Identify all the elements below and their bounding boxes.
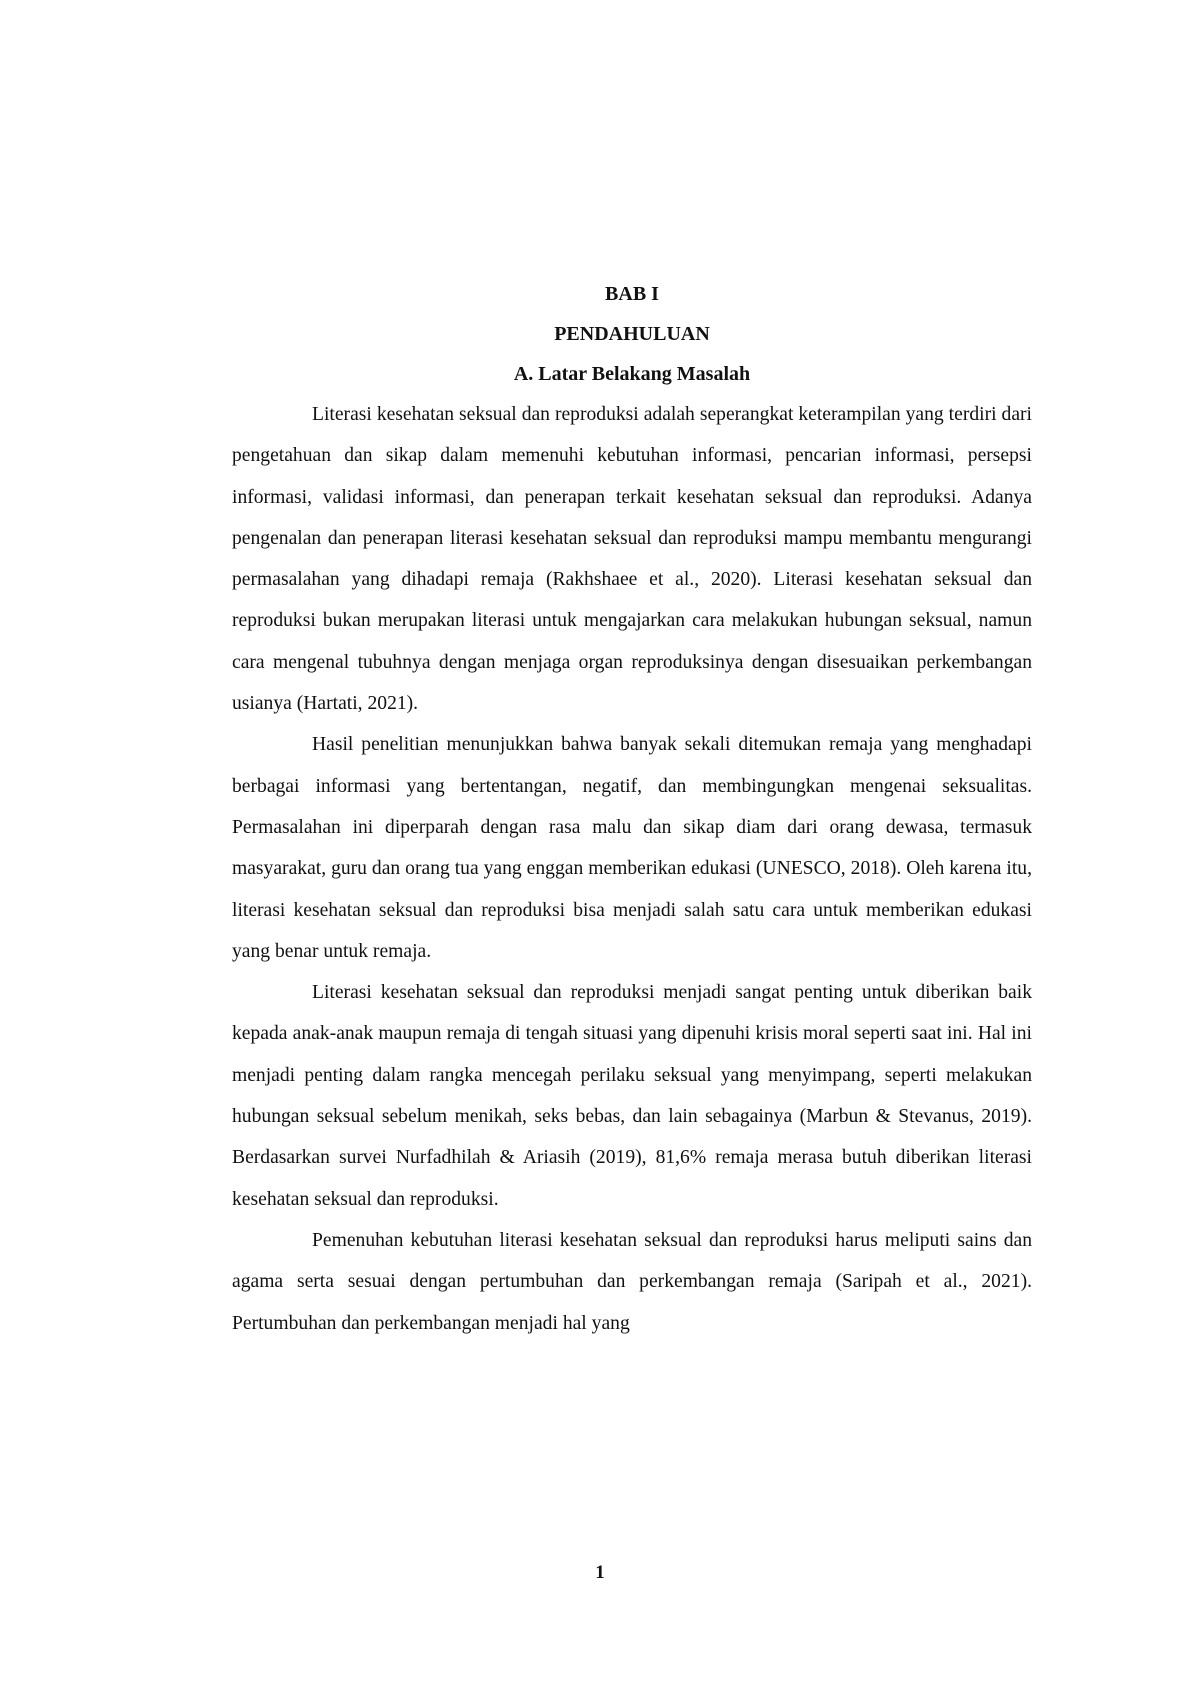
chapter-title: PENDAHULUAN xyxy=(554,323,710,345)
page-number: 1 xyxy=(595,1562,605,1583)
paragraph-4: Pemenuhan kebutuhan literasi kesehatan seksual dan reproduksi harus meliputi sains dan agama serta sesuai dengan pertumbuhan dan perkembangan remaja (Saripah et al., 2021). Pertumbuhan dan perkembangan menjadi hal yang xyxy=(232,1229,1032,1334)
paragraph-3: Literasi kesehatan seksual dan reproduksi menjadi sangat penting untuk diberikan baik kepada anak-anak maupun remaja di tengah situasi yang dipenuhi krisis moral seperti saat ini. Hal ini menjadi penting dalam rangka mencegah perilaku seksual yang menyimpang, seperti melakukan hubungan seksual sebelum menikah, seks bebas, dan lain sebagainya (Marbun & Stevanus, 2019). Berdasarkan survei Nurfadhilah & Ariasih (2019), 81,6% remaja merasa butuh diberikan literasi kesehatan seksual dan reproduksi. xyxy=(232,982,1032,1210)
paragraph-2: Hasil penelitian menunjukkan bahwa banyak sekali ditemukan remaja yang menghadapi berbagai informasi yang bertentangan, negatif, dan membingungkan mengenai seksualitas. Permasalahan ini diperparah dengan rasa malu dan sikap diam dari orang dewasa, termasuk masyarakat, guru dan orang tua yang enggan memberikan edukasi (UNESCO, 2018). Oleh karena itu, literasi kesehatan seksual dan reproduksi bisa menjadi salah satu cara untuk memberikan edukasi yang benar untuk remaja. xyxy=(232,734,1032,962)
section-title: A. Latar Belakang Masalah xyxy=(513,363,751,385)
chapter-heading: BAB I xyxy=(605,283,659,305)
page-content xyxy=(232,274,1032,1344)
paragraph-1: Literasi kesehatan seksual dan reproduksi adalah seperangkat keterampilan yang terdiri dari pengetahuan dan sikap dalam memenuhi kebutuhan informasi, pencarian informasi, persepsi informasi, validasi informasi, dan penerapan terkait kesehatan seksual dan reproduksi. Adanya pengenalan dan penerapan literasi kesehatan seksual dan reproduksi mampu membantu mengurangi permasalahan yang dihadapi remaja (Rakhshaee et al., 2020). Literasi kesehatan seksual dan reproduksi bukan merupakan literasi untuk mengajarkan cara melakukan hubungan seksual, namun cara mengenal tubuhnya dengan menjaga organ reproduksinya dengan disesuaikan perkembangan usianya (Hartati, 2021). xyxy=(232,404,1032,715)
